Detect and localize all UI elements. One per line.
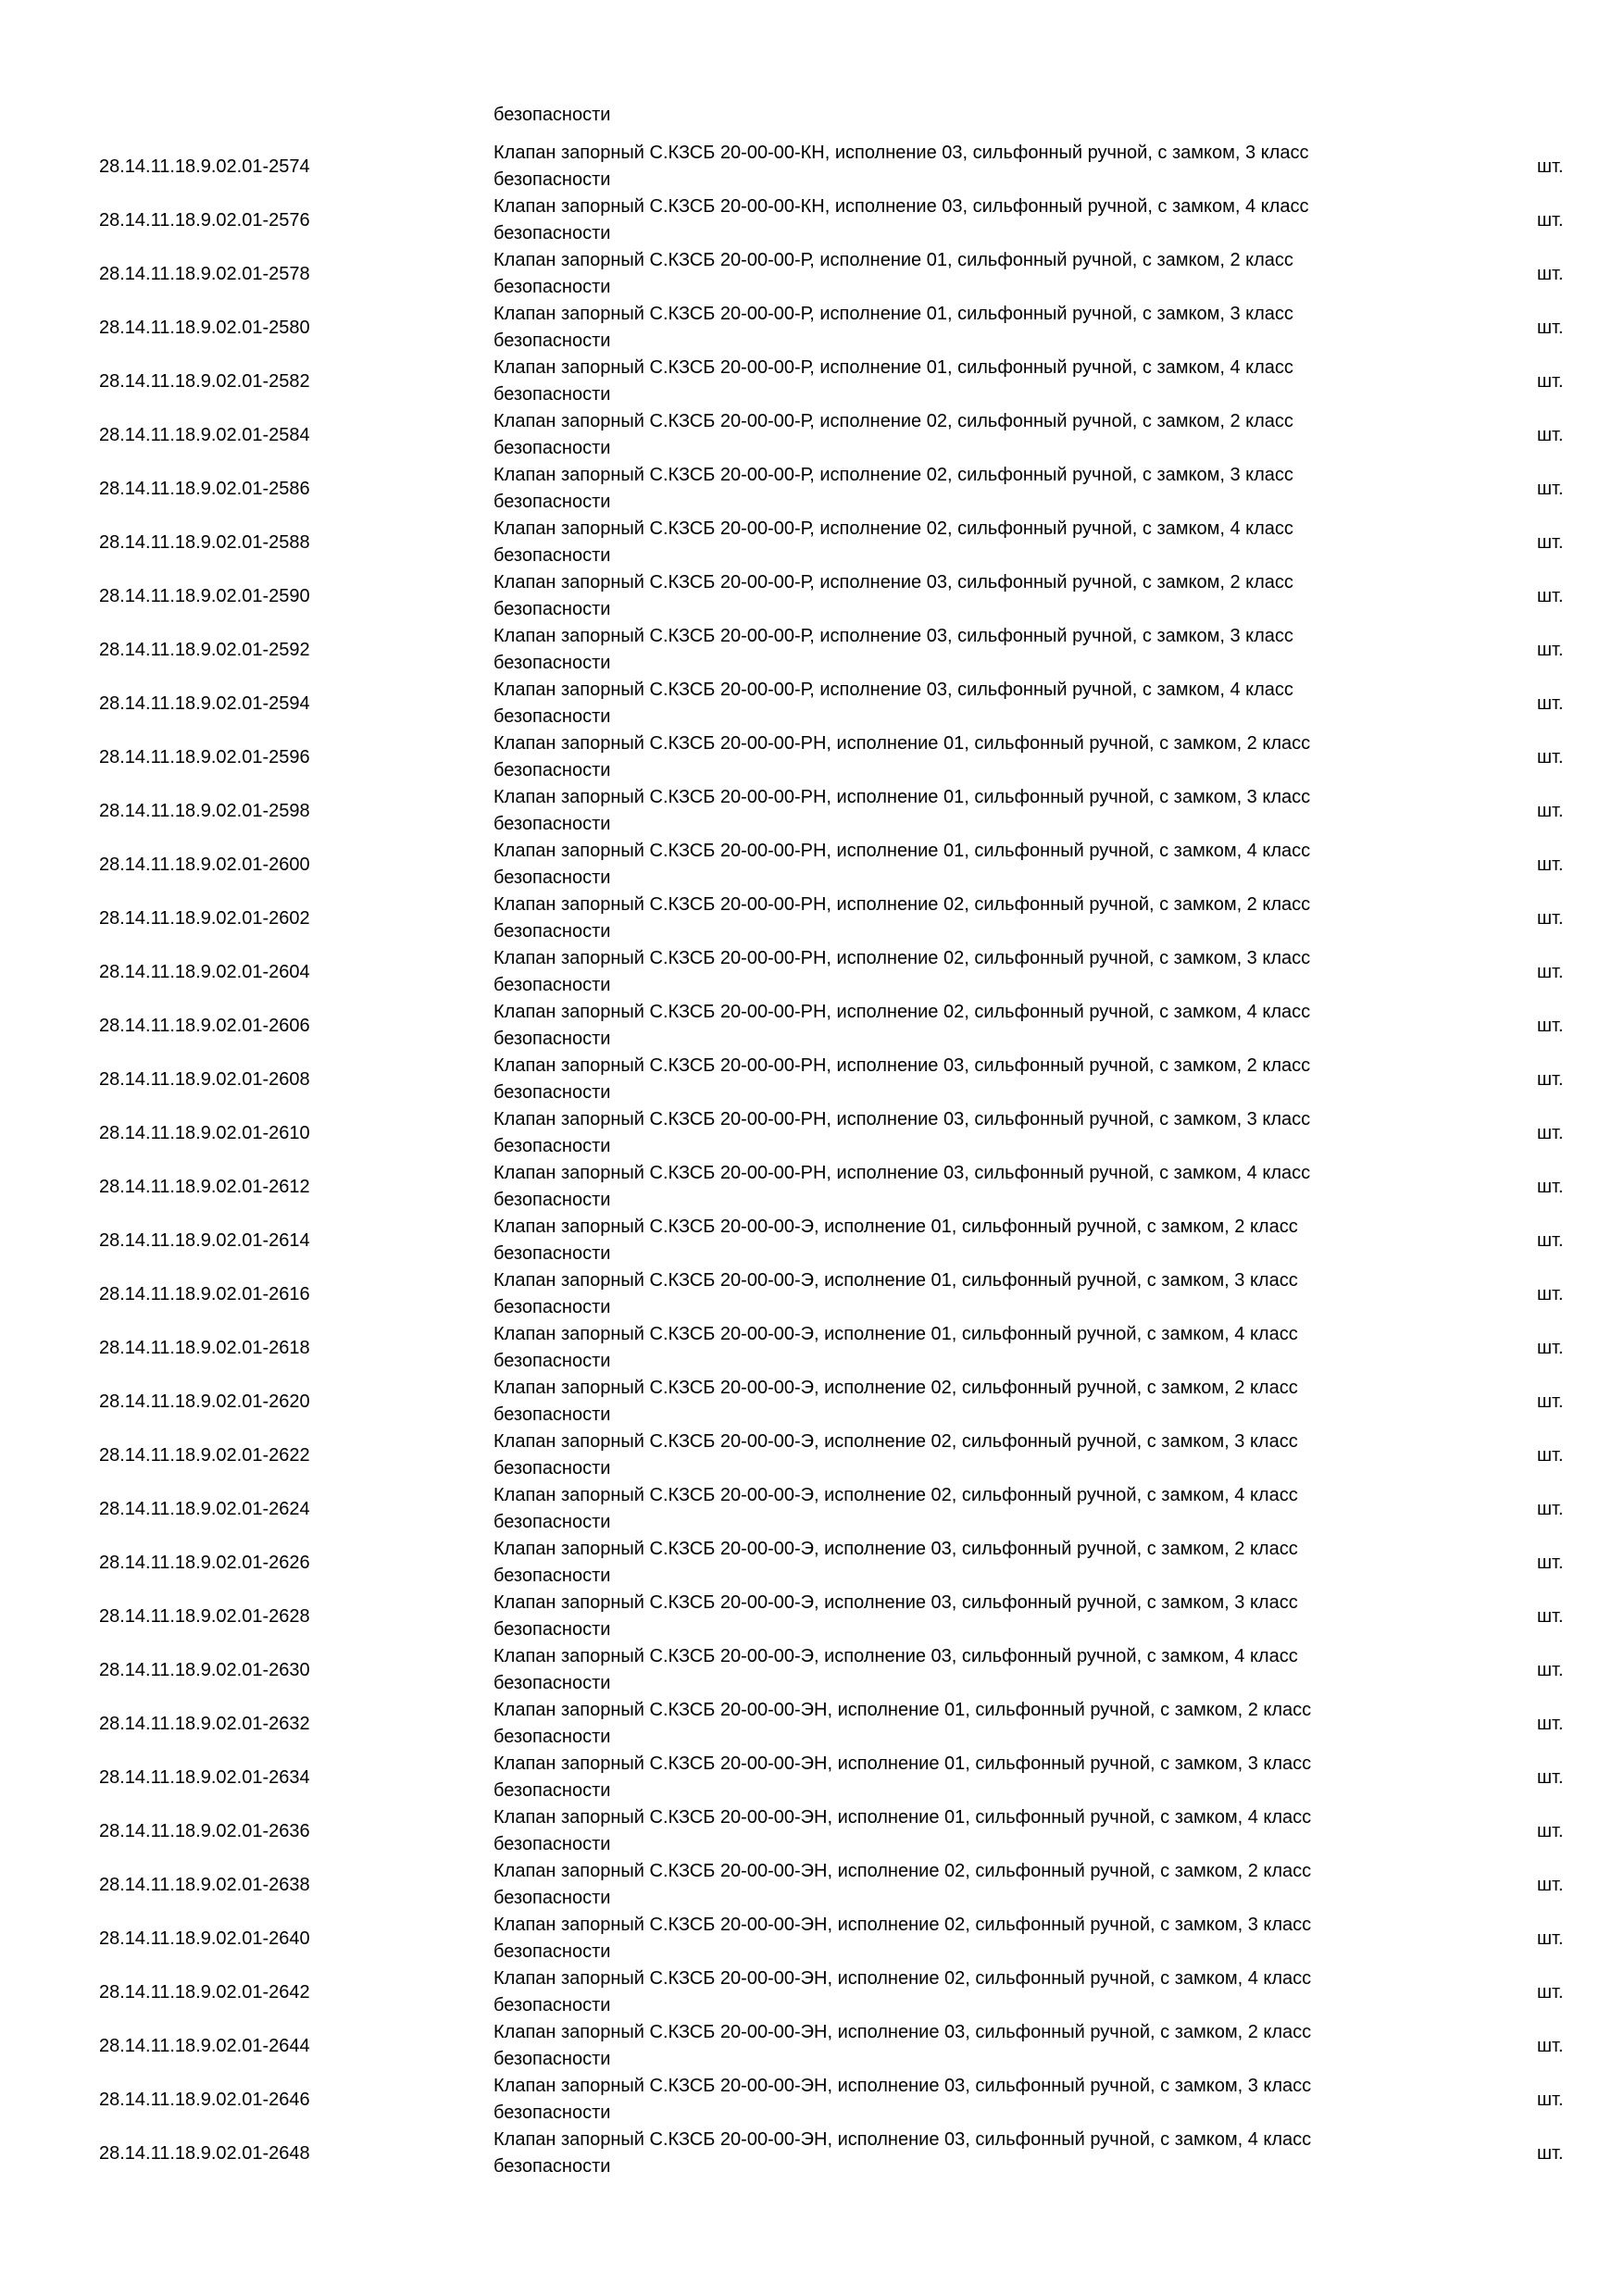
resource-description [493,999,1419,1053]
resource-code: 28.14.11.18.9.02.01-2628 [99,1606,310,1627]
description-line-2: безопасности [493,1834,611,1854]
resource-code: 28.14.11.18.9.02.01-2632 [99,1714,310,1734]
description-line-2: безопасности [493,545,611,566]
continued-description: безопасности [493,105,611,125]
table-row [0,730,1624,784]
resource-description [493,1804,1419,1858]
resource-description [493,140,1419,193]
description-line-2: безопасности [493,1136,611,1156]
resource-description [493,247,1419,301]
description-line-1: Клапан запорный С.КЗСБ 20-00-00-ЭН, исполнение 02, сильфонный ручной, с замком, 3 класс [493,1915,1312,1935]
table-row [0,569,1624,623]
resource-code: 28.14.11.18.9.02.01-2580 [99,318,310,338]
unit-of-measure: шт. [1537,1284,1564,1304]
resource-description [493,623,1419,677]
resource-code: 28.14.11.18.9.02.01-2618 [99,1338,310,1358]
resource-description [493,730,1419,784]
description-line-2: безопасности [493,2049,611,2069]
unit-of-measure: шт. [1537,1928,1564,1949]
resource-description [493,355,1419,408]
description-line-1: Клапан запорный С.КЗСБ 20-00-00-ЭН, исполнение 01, сильфонный ручной, с замком, 4 класс [493,1807,1312,1828]
unit-of-measure: шт. [1537,1177,1564,1197]
table-row [0,408,1624,462]
unit-of-measure: шт. [1537,962,1564,982]
description-line-2: безопасности [493,1619,611,1640]
table-row [0,2073,1624,2127]
unit-of-measure: шт. [1537,693,1564,714]
unit-of-measure: шт. [1537,1445,1564,1466]
resource-code: 28.14.11.18.9.02.01-2608 [99,1069,310,1090]
unit-of-measure: шт. [1537,1069,1564,1090]
resource-code: 28.14.11.18.9.02.01-2596 [99,747,310,767]
unit-of-measure: шт. [1537,156,1564,177]
resource-code: 28.14.11.18.9.02.01-2640 [99,1928,310,1949]
table-row [0,1590,1624,1643]
description-line-1: Клапан запорный С.КЗСБ 20-00-00-Р, исполнение 02, сильфонный ручной, с замком, 3 класс [493,465,1293,485]
unit-of-measure: шт. [1537,1016,1564,1036]
description-line-1: Клапан запорный С.КЗСБ 20-00-00-Э, исполнение 01, сильфонный ручной, с замком, 2 класс [493,1217,1298,1237]
description-line-2: безопасности [493,1512,611,1532]
resource-code: 28.14.11.18.9.02.01-2624 [99,1499,310,1519]
resource-code: 28.14.11.18.9.02.01-2588 [99,532,310,553]
resource-description [493,1697,1419,1751]
unit-of-measure: шт. [1537,264,1564,284]
table-row [0,623,1624,677]
resource-description [493,1160,1419,1214]
unit-of-measure: шт. [1537,2143,1564,2164]
description-line-1: Клапан запорный С.КЗСБ 20-00-00-ЭН, исполнение 03, сильфонный ручной, с замком, 2 класс [493,2022,1312,2042]
description-line-1: Клапан запорный С.КЗСБ 20-00-00-Э, исполнение 01, сильфонный ручной, с замком, 4 класс [493,1324,1298,1344]
resource-code: 28.14.11.18.9.02.01-2590 [99,586,310,606]
description-line-1: Клапан запорный С.КЗСБ 20-00-00-РН, исполнение 02, сильфонный ручной, с замком, 3 класс [493,948,1311,968]
resource-description [493,1321,1419,1375]
description-line-1: Клапан запорный С.КЗСБ 20-00-00-Э, исполнение 02, сильфонный ручной, с замком, 3 класс [493,1431,1298,1452]
description-line-2: безопасности [493,223,611,243]
unit-of-measure: шт. [1537,1660,1564,1680]
resource-description [493,2073,1419,2127]
table-row [0,355,1624,408]
description-line-2: безопасности [493,1673,611,1693]
resource-code: 28.14.11.18.9.02.01-2606 [99,1016,310,1036]
description-line-1: Клапан запорный С.КЗСБ 20-00-00-Р, исполнение 02, сильфонный ручной, с замком, 4 класс [493,518,1293,539]
unit-of-measure: шт. [1537,1821,1564,1841]
resource-description [493,1590,1419,1643]
resource-code: 28.14.11.18.9.02.01-2634 [99,1767,310,1788]
unit-of-measure: шт. [1537,318,1564,338]
description-line-2: безопасности [493,1190,611,1210]
table-row [0,1106,1624,1160]
resource-code: 28.14.11.18.9.02.01-2622 [99,1445,310,1466]
table-row [0,1214,1624,1267]
description-line-1: Клапан запорный С.КЗСБ 20-00-00-Р, исполнение 01, сильфонный ручной, с замком, 2 класс [493,250,1293,270]
description-line-2: безопасности [493,2156,611,2177]
description-line-1: Клапан запорный С.КЗСБ 20-00-00-Р, исполнение 03, сильфонный ручной, с замком, 3 класс [493,626,1293,646]
resource-description [493,1267,1419,1321]
description-line-2: безопасности [493,975,611,995]
description-line-1: Клапан запорный С.КЗСБ 20-00-00-Э, исполнение 02, сильфонный ручной, с замком, 4 класс [493,1485,1298,1505]
description-line-1: Клапан запорный С.КЗСБ 20-00-00-РН, исполнение 03, сильфонный ручной, с замком, 3 класс [493,1109,1311,1129]
description-line-2: безопасности [493,1351,611,1371]
table-row [0,1912,1624,1965]
table-row [0,1429,1624,1482]
unit-of-measure: шт. [1537,1230,1564,1251]
description-line-1: Клапан запорный С.КЗСБ 20-00-00-РН, исполнение 01, сильфонный ручной, с замком, 4 класс [493,841,1311,861]
resource-code: 28.14.11.18.9.02.01-2646 [99,2090,310,2110]
resource-description [493,1536,1419,1590]
description-line-1: Клапан запорный С.КЗСБ 20-00-00-Р, исполнение 02, сильфонный ручной, с замком, 2 класс [493,411,1293,431]
resource-code: 28.14.11.18.9.02.01-2586 [99,479,310,499]
unit-of-measure: шт. [1537,1391,1564,1412]
table-row [0,1643,1624,1697]
description-line-1: Клапан запорный С.КЗСБ 20-00-00-ЭН, исполнение 02, сильфонный ручной, с замком, 2 класс [493,1861,1312,1881]
table-row [0,1321,1624,1375]
unit-of-measure: шт. [1537,1714,1564,1734]
resource-description [493,462,1419,516]
resource-description [493,1643,1419,1697]
unit-of-measure: шт. [1537,479,1564,499]
description-line-1: Клапан запорный С.КЗСБ 20-00-00-Э, исполнение 01, сильфонный ручной, с замком, 3 класс [493,1270,1298,1291]
resource-description [493,516,1419,569]
description-line-2: безопасности [493,1941,611,1962]
unit-of-measure: шт. [1537,747,1564,767]
resource-code: 28.14.11.18.9.02.01-2610 [99,1123,310,1143]
description-line-2: безопасности [493,921,611,942]
unit-of-measure: шт. [1537,371,1564,392]
description-line-2: безопасности [493,331,611,351]
unit-of-measure: шт. [1537,586,1564,606]
resource-description [493,1106,1419,1160]
resource-description [493,408,1419,462]
description-line-2: безопасности [493,1566,611,1586]
description-line-2: безопасности [493,706,611,727]
table-row [0,1697,1624,1751]
table-row [0,784,1624,838]
description-line-1: Клапан запорный С.КЗСБ 20-00-00-Р, исполнение 03, сильфонный ручной, с замком, 2 класс [493,572,1293,593]
description-line-1: Клапан запорный С.КЗСБ 20-00-00-Э, исполнение 02, сильфонный ручной, с замком, 2 класс [493,1378,1298,1398]
description-line-2: безопасности [493,760,611,780]
unit-of-measure: шт. [1537,908,1564,929]
description-line-2: безопасности [493,2103,611,2123]
description-line-1: Клапан запорный С.КЗСБ 20-00-00-КН, исполнение 03, сильфонный ручной, с замком, 4 класс [493,196,1309,217]
description-line-1: Клапан запорный С.КЗСБ 20-00-00-РН, исполнение 03, сильфонный ручной, с замком, 4 класс [493,1163,1311,1183]
resource-description [493,1214,1419,1267]
description-line-2: безопасности [493,1995,611,2015]
table-row [0,1858,1624,1912]
description-line-2: безопасности [493,492,611,512]
resource-description [493,2127,1419,2180]
description-line-2: безопасности [493,1727,611,1747]
description-line-1: Клапан запорный С.КЗСБ 20-00-00-ЭН, исполнение 03, сильфонный ручной, с замком, 3 класс [493,2076,1312,2096]
description-line-2: безопасности [493,277,611,297]
unit-of-measure: шт. [1537,1338,1564,1358]
resource-description [493,1482,1419,1536]
description-line-2: безопасности [493,867,611,888]
unit-of-measure: шт. [1537,1499,1564,1519]
description-line-1: Клапан запорный С.КЗСБ 20-00-00-РН, исполнение 02, сильфонный ручной, с замком, 2 класс [493,894,1311,915]
resource-code: 28.14.11.18.9.02.01-2636 [99,1821,310,1841]
unit-of-measure: шт. [1537,801,1564,821]
table-row [0,247,1624,301]
description-line-2: безопасности [493,1243,611,1264]
resource-description [493,1965,1419,2019]
resource-code: 28.14.11.18.9.02.01-2630 [99,1660,310,1680]
description-line-1: Клапан запорный С.КЗСБ 20-00-00-Э, исполнение 03, сильфонный ручной, с замком, 3 класс [493,1592,1298,1613]
description-line-1: Клапан запорный С.КЗСБ 20-00-00-ЭН, исполнение 03, сильфонный ручной, с замком, 4 класс [493,2129,1312,2150]
unit-of-measure: шт. [1537,425,1564,445]
description-line-1: Клапан запорный С.КЗСБ 20-00-00-Р, исполнение 01, сильфонный ручной, с замком, 4 класс [493,357,1293,378]
resource-description [493,2019,1419,2073]
resource-code: 28.14.11.18.9.02.01-2638 [99,1875,310,1895]
table-row [0,1160,1624,1214]
table-row [0,838,1624,892]
unit-of-measure: шт. [1537,855,1564,875]
unit-of-measure: шт. [1537,532,1564,553]
resource-description [493,1912,1419,1965]
table-row [0,945,1624,999]
description-line-1: Клапан запорный С.КЗСБ 20-00-00-РН, исполнение 03, сильфонный ручной, с замком, 2 класс [493,1055,1311,1076]
description-line-1: Клапан запорный С.КЗСБ 20-00-00-Э, исполнение 03, сильфонный ручной, с замком, 2 класс [493,1539,1298,1559]
table-row [0,140,1624,193]
resource-code: 28.14.11.18.9.02.01-2582 [99,371,310,392]
table-row [0,1965,1624,2019]
table-row [0,2019,1624,2073]
resource-description [493,301,1419,355]
resource-code: 28.14.11.18.9.02.01-2626 [99,1553,310,1573]
description-line-1: Клапан запорный С.КЗСБ 20-00-00-ЭН, исполнение 02, сильфонный ручной, с замком, 4 класс [493,1968,1312,1989]
resource-code: 28.14.11.18.9.02.01-2600 [99,855,310,875]
description-line-2: безопасности [493,599,611,619]
unit-of-measure: шт. [1537,210,1564,231]
resource-description [493,945,1419,999]
table-row [0,1375,1624,1429]
unit-of-measure: шт. [1537,1123,1564,1143]
description-line-2: безопасности [493,814,611,834]
description-line-2: безопасности [493,384,611,405]
resource-description [493,193,1419,247]
description-line-2: безопасности [493,1404,611,1425]
table-row [0,516,1624,569]
description-line-2: безопасности [493,169,611,190]
resource-description [493,784,1419,838]
description-line-2: безопасности [493,653,611,673]
resource-description [493,892,1419,945]
unit-of-measure: шт. [1537,1606,1564,1627]
resource-code: 28.14.11.18.9.02.01-2584 [99,425,310,445]
description-line-1: Клапан запорный С.КЗСБ 20-00-00-ЭН, исполнение 01, сильфонный ручной, с замком, 3 класс [493,1753,1312,1774]
description-line-2: безопасности [493,438,611,458]
resource-code: 28.14.11.18.9.02.01-2642 [99,1982,310,2003]
table-row [0,462,1624,516]
resource-code: 28.14.11.18.9.02.01-2602 [99,908,310,929]
description-line-2: безопасности [493,1082,611,1103]
resource-code: 28.14.11.18.9.02.01-2648 [99,2143,310,2164]
table-row [0,1751,1624,1804]
description-line-2: безопасности [493,1029,611,1049]
unit-of-measure: шт. [1537,1767,1564,1788]
description-line-2: безопасности [493,1888,611,1908]
resource-code: 28.14.11.18.9.02.01-2614 [99,1230,310,1251]
description-line-1: Клапан запорный С.КЗСБ 20-00-00-Р, исполнение 03, сильфонный ручной, с замком, 4 класс [493,680,1293,700]
resource-description [493,1053,1419,1106]
resource-description [493,838,1419,892]
description-line-1: Клапан запорный С.КЗСБ 20-00-00-РН, исполнение 01, сильфонный ручной, с замком, 2 класс [493,733,1311,754]
table-row [0,892,1624,945]
table-row [0,677,1624,730]
table-row [0,193,1624,247]
description-line-1: Клапан запорный С.КЗСБ 20-00-00-РН, исполнение 02, сильфонный ручной, с замком, 4 класс [493,1002,1311,1022]
unit-of-measure: шт. [1537,640,1564,660]
description-line-1: Клапан запорный С.КЗСБ 20-00-00-ЭН, исполнение 01, сильфонный ручной, с замком, 2 класс [493,1700,1312,1720]
resource-code: 28.14.11.18.9.02.01-2592 [99,640,310,660]
resource-code: 28.14.11.18.9.02.01-2578 [99,264,310,284]
resource-description [493,677,1419,730]
unit-of-measure: шт. [1537,1982,1564,2003]
unit-of-measure: шт. [1537,1875,1564,1895]
resource-code: 28.14.11.18.9.02.01-2576 [99,210,310,231]
resource-code: 28.14.11.18.9.02.01-2598 [99,801,310,821]
resource-description [493,569,1419,623]
table-row [0,1536,1624,1590]
resource-code: 28.14.11.18.9.02.01-2620 [99,1391,310,1412]
description-line-2: безопасности [493,1458,611,1479]
description-line-2: безопасности [493,1297,611,1317]
resource-code: 28.14.11.18.9.02.01-2574 [99,156,310,177]
table-row [0,1804,1624,1858]
table-row [0,1482,1624,1536]
resource-code: 28.14.11.18.9.02.01-2612 [99,1177,310,1197]
unit-of-measure: шт. [1537,2036,1564,2056]
resource-code: 28.14.11.18.9.02.01-2616 [99,1284,310,1304]
resource-description [493,1751,1419,1804]
resource-table [0,140,1624,2180]
resource-description [493,1375,1419,1429]
description-line-1: Клапан запорный С.КЗСБ 20-00-00-РН, исполнение 01, сильфонный ручной, с замком, 3 класс [493,787,1311,807]
table-row [0,1053,1624,1106]
resource-code: 28.14.11.18.9.02.01-2644 [99,2036,310,2056]
resource-code: 28.14.11.18.9.02.01-2594 [99,693,310,714]
unit-of-measure: шт. [1537,2090,1564,2110]
description-line-1: Клапан запорный С.КЗСБ 20-00-00-Р, исполнение 01, сильфонный ручной, с замком, 3 класс [493,304,1293,324]
table-row [0,999,1624,1053]
resource-description [493,1429,1419,1482]
table-row [0,1267,1624,1321]
table-row [0,301,1624,355]
unit-of-measure: шт. [1537,1553,1564,1573]
resource-code: 28.14.11.18.9.02.01-2604 [99,962,310,982]
description-line-1: Клапан запорный С.КЗСБ 20-00-00-Э, исполнение 03, сильфонный ручной, с замком, 4 класс [493,1646,1298,1666]
table-row [0,2127,1624,2180]
resource-description [493,1858,1419,1912]
description-line-2: безопасности [493,1780,611,1801]
description-line-1: Клапан запорный С.КЗСБ 20-00-00-КН, исполнение 03, сильфонный ручной, с замком, 3 класс [493,143,1309,163]
